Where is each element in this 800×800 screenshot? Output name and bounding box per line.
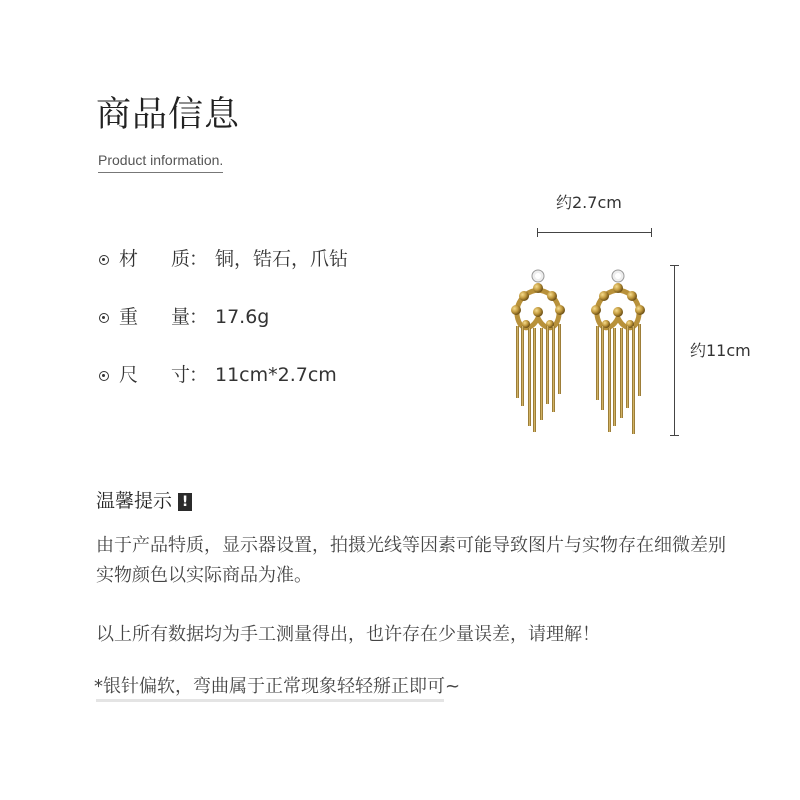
- spec-key-first: 材: [119, 248, 139, 270]
- page-subtitle: Product information.: [98, 153, 223, 173]
- spec-key-last: 量: [171, 306, 191, 328]
- height-dimension-line: [674, 265, 675, 436]
- spec-value: 17.6g: [215, 306, 270, 328]
- width-dimension-label: 约2.7cm: [556, 193, 622, 212]
- notice-heading: [96, 492, 192, 511]
- footnote-text: *银针偏软，弯曲属于正常现象轻轻掰正即可~: [94, 676, 461, 697]
- width-dimension-line: [537, 232, 652, 233]
- spec-colon: ：: [189, 364, 209, 386]
- exclamation-icon: !: [178, 493, 192, 511]
- spec-key-last: 质: [171, 248, 191, 270]
- earrings-image: [500, 262, 660, 442]
- spec-material: [96, 250, 348, 269]
- spec-weight: [96, 308, 269, 327]
- height-dimension-label: 约11cm: [690, 341, 751, 360]
- page-title: 商品信息: [96, 95, 241, 135]
- spec-key-first: 重: [119, 306, 139, 328]
- spec-colon: ：: [189, 306, 209, 328]
- notice-paragraph-2: 以上所有数据均为手工测量得出，也许存在少量误差，请理解！: [96, 624, 600, 645]
- spec-size: [96, 366, 337, 385]
- notice-paragraph-1: 由于产品特质，显示器设置，拍摄光线等因素可能导致图片与实物存在细微差别实物颜色以实际商品为准。: [96, 535, 726, 586]
- circle-dot-icon: [99, 371, 109, 381]
- notice-heading-text: 温馨提示: [96, 490, 173, 512]
- spec-key-first: 尺: [119, 364, 139, 386]
- spec-key-last: 寸: [171, 364, 191, 386]
- left-earring: [511, 270, 565, 432]
- spec-value: 铜，锆石，爪钻: [215, 248, 349, 270]
- spec-value: 11cm*2.7cm: [215, 364, 337, 386]
- right-earring: [591, 270, 645, 434]
- spec-colon: ：: [189, 248, 209, 270]
- circle-dot-icon: [99, 313, 109, 323]
- circle-dot-icon: [99, 255, 109, 265]
